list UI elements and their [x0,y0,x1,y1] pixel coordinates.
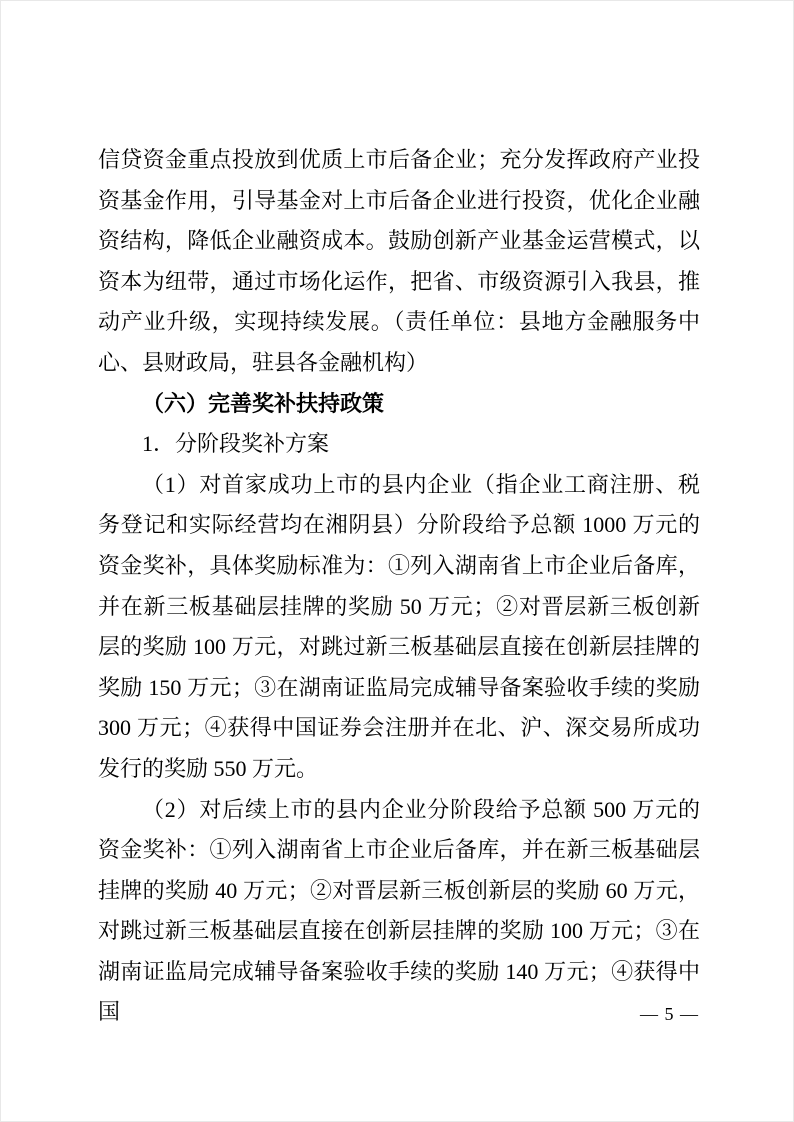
document-body [98,140,700,1033]
paragraph-continuation: 信贷资金重点投放到优质上市后备企业；充分发挥政府产业投资基金作用，引导基金对上市后备企业进行投资，优化企业融资结构，降低企业融资成本。鼓励创新产业基金运营模式，以资本为纽带，通过市场化运作，把省、市级资源引入我县，推动产业升级，实现持续发展。（责任单位：县地方金融服务中心、县财政局，驻县各金融机构） [98,147,700,375]
page-number: — 5 — [640,1004,699,1024]
paragraph-item-2: （2）对后续上市的县内企业分阶段给予总额 500 万元的资金奖补：①列入湖南省上市企业后备库，并在新三板基础层挂牌的奖励 40 万元；②对晋层新三板创新层的奖励 60 万元，对跳过新三板基础层直接在创新层挂牌的奖励 100 万元；③在湖南证监局完成辅导备案验收手续的奖励 140 万元；④获得中国 [98,796,700,1025]
section-heading: （六）完善奖补扶持政策 [142,390,385,416]
paragraph-item-1: （1）对首家成功上市的县内企业（指企业工商注册、税务登记和实际经营均在湘阴县）分阶段给予总额 1000 万元的资金奖补，具体奖励标准为：①列入湖南省上市企业后备库，并在新三板基础层挂牌的奖励 50 万元；②对晋层新三板创新层的奖励 100 万元，对跳过新三板基础层直接在创新层挂牌的奖励 150 万元；③在湖南证监局完成辅导备案验收手续的奖励 300 万元；④获得中国证券会注册并在北、沪、深交易所成功发行的奖励 550 万元。 [98,471,700,781]
subsection-title: 1．分阶段奖补方案 [142,431,330,457]
